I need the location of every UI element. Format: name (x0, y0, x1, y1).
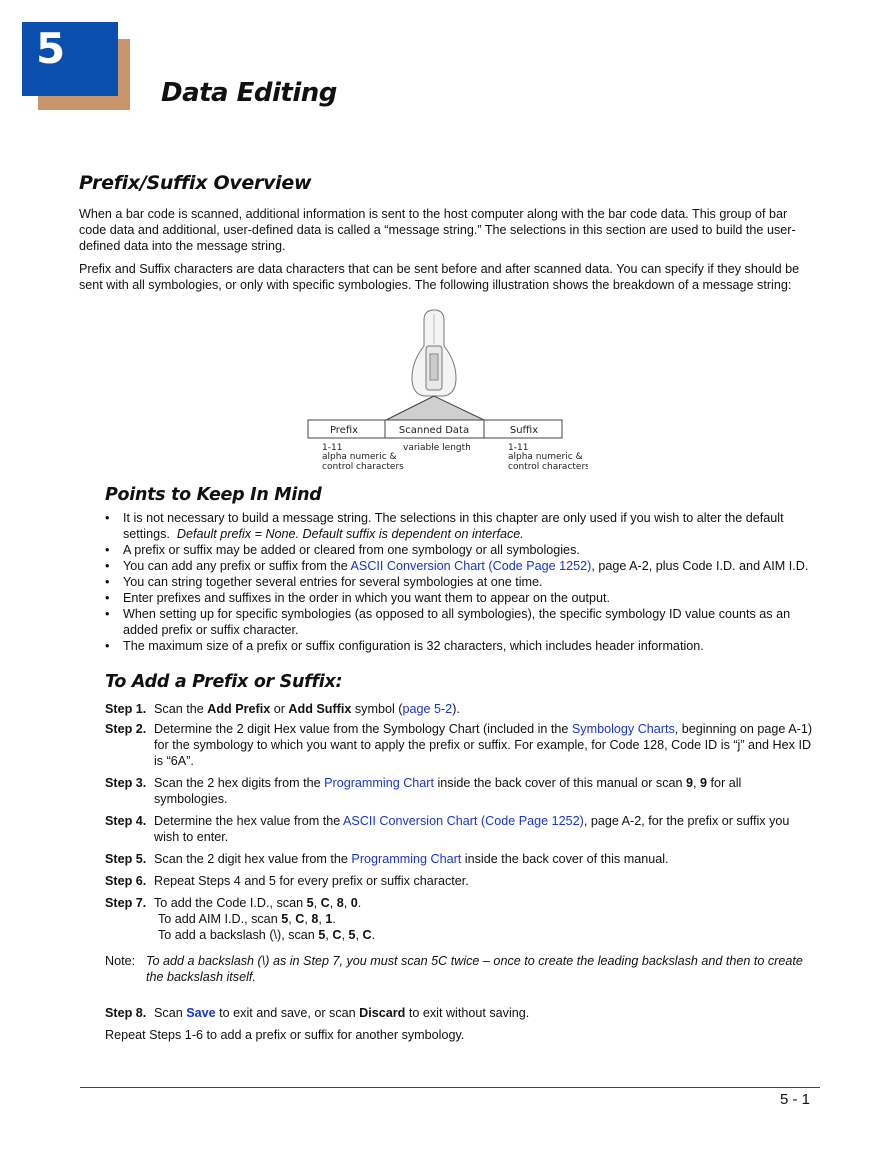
step-2: Step 2. Determine the 2 digit Hex value from the Symbology Chart (included in the Symbology Charts, beginning on page A-1) for the symbology to which you want to apply the prefix or suffix. For example, for Code 128, Code ID is “j” and Hex ID is “6A”. (105, 722, 813, 768)
step-7-line-1: To add the Code I.D., scan 5, C, 8, 0. (154, 896, 362, 910)
suffix-caption-line-3: control characters (508, 462, 588, 472)
list-item: • A prefix or suffix may be added or cleared from one symbology or all symbologies. (105, 542, 815, 558)
step-8: Step 8. Scan Save to exit and save, or scan Discard to exit without saving. (105, 1006, 530, 1020)
ascii-chart-link[interactable]: ASCII Conversion Chart (Code Page 1252) (350, 559, 592, 573)
step-1: Step 1. Scan the Add Prefix or Add Suffix symbol (page 5-2). (105, 702, 460, 716)
add-prefix-suffix-heading: To Add a Prefix or Suffix: (105, 672, 343, 692)
save-link[interactable]: Save (186, 1006, 216, 1020)
step-3: Step 3. Scan the 2 hex digits from the Programming Chart inside the back cover of this manual or scan 9, 9 for all symbologies. (105, 776, 742, 806)
footer-divider (80, 1087, 820, 1088)
overview-heading: Prefix/Suffix Overview (79, 172, 312, 194)
page-number: 5 - 1 (779, 1091, 810, 1108)
message-string-illustration (306, 306, 588, 476)
list-item: • You can string together several entries for several symbologies at one time. (105, 574, 815, 590)
points-list (105, 510, 815, 654)
list-item: • You can add any prefix or suffix from the ASCII Conversion Chart (Code Page 1252), page A-2, plus Code I.D. and AIM I.D. (105, 558, 815, 574)
suffix-box-label: Suffix (509, 425, 539, 436)
backslash-note: Note: To add a backslash (\) as in Step 7, you must scan 5C twice – once to create the leading backslash and then to create the backslash itself. (105, 954, 803, 984)
step-6: Step 6. Repeat Steps 4 and 5 for every prefix or suffix character. (105, 874, 469, 888)
steps-list (105, 701, 817, 1043)
scanner-icon (412, 310, 456, 396)
page-5-2-link[interactable]: page 5-2 (402, 702, 453, 716)
overview-paragraph-1: When a bar code is scanned, additional information is sent to the host computer along with the bar code data. This group of bar code data and additional, user-defined data is called a “message string.” The selections in this section are used to build the user-defined data into the message string. (79, 207, 796, 253)
list-item: • Enter prefixes and suffixes in the order in which you want them to appear on the output. (105, 590, 815, 606)
prefix-caption-line-3: control characters (322, 462, 404, 472)
suffix-caption-line-2: alpha numeric & (508, 452, 583, 462)
step-4: Step 4. Determine the hex value from the ASCII Conversion Chart (Code Page 1252), page A-2, for the prefix or suffix you wish to enter. (105, 814, 790, 844)
scanned-data-box-label: Scanned Data (398, 425, 470, 436)
step-7-line-3: To add a backslash (\), scan 5, C, 5, C. (158, 928, 376, 942)
list-item: • The maximum size of a prefix or suffix configuration is 32 characters, which includes header information. (105, 638, 815, 654)
prefix-caption-line-2: alpha numeric & (322, 452, 397, 462)
data-caption-line-1: variable length (403, 443, 471, 453)
prefix-caption-line-1: 1-11 (322, 443, 343, 453)
repeat-instruction: Repeat Steps 1-6 to add a prefix or suffix for another symbology. (105, 1028, 465, 1042)
message-string-diagram (306, 306, 588, 476)
prefix-box-label: Prefix (329, 425, 359, 436)
programming-chart-link[interactable]: Programming Chart (324, 776, 434, 790)
ascii-chart-link[interactable]: ASCII Conversion Chart (Code Page 1252) (343, 814, 584, 828)
scan-beam (386, 396, 484, 420)
list-item: • When setting up for specific symbologies (as opposed to all symbologies), the specific symbology ID value counts as an added prefix or suffix character. (105, 606, 815, 638)
step-5: Step 5. Scan the 2 digit hex value from the Programming Chart inside the back cover of this manual. (105, 852, 669, 866)
points-heading: Points to Keep In Mind (105, 485, 322, 505)
step-7: Step 7. To add the Code I.D., scan 5, C, 8, 0. To add AIM I.D., scan 5, C, 8, 1. To add a backslash (\), scan 5, C, 5, C. (105, 895, 817, 943)
chapter-title: Data Editing (161, 78, 337, 108)
overview-paragraph-2: Prefix and Suffix characters are data characters that can be sent before and after scanned data. You can specify if they should be sent with all symbologies, or only with specific symbologies. The following illustration shows the breakdown of a message string: (79, 262, 800, 292)
list-item: • It is not necessary to build a message string. The selections in this chapter are only used if you wish to alter the default settings. Default prefix = None. Default suffix is dependent on interface. (105, 510, 815, 542)
programming-chart-link[interactable]: Programming Chart (351, 852, 462, 866)
step-7-line-2: To add AIM I.D., scan 5, C, 8, 1. (158, 912, 336, 926)
suffix-caption-line-1: 1-11 (508, 443, 529, 453)
symbology-charts-link[interactable]: Symbology Charts (571, 722, 675, 736)
chapter-number-badge: 5 (22, 22, 118, 96)
